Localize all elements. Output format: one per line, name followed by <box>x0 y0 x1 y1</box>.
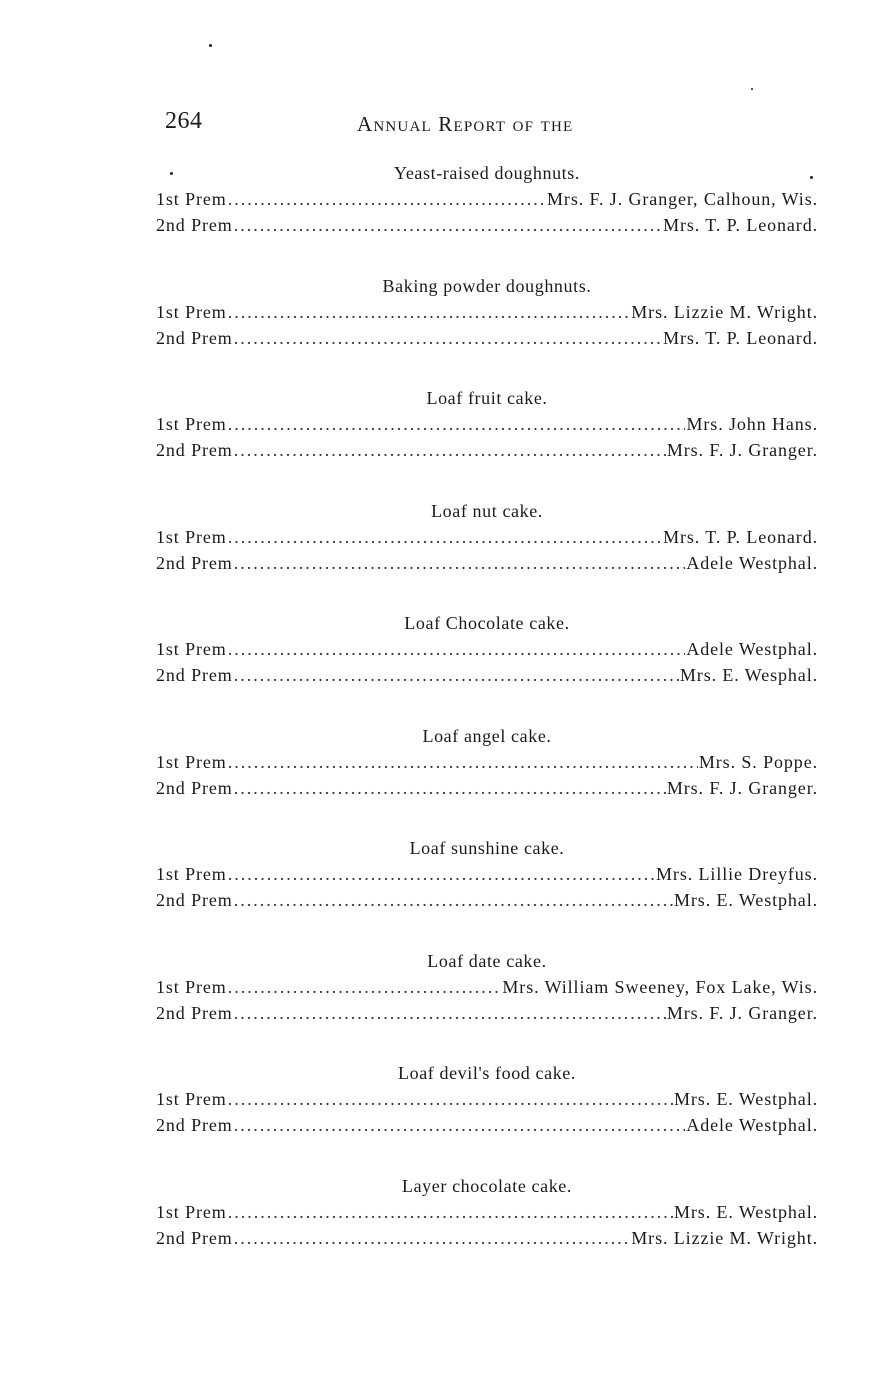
premium-entry <box>156 524 818 550</box>
premium-place: 2nd Prem <box>156 327 233 348</box>
premium-entry <box>156 775 818 801</box>
premium-place: 2nd Prem <box>156 665 233 685</box>
premium-section <box>156 610 818 723</box>
winner-name: Mrs. T. P. Leonard. <box>663 215 818 235</box>
section-title: Loaf devil's food cake. <box>398 1063 576 1083</box>
dot-leader <box>228 411 686 437</box>
premium-section <box>156 1173 818 1286</box>
winner-name: Adele Westphal. <box>686 1115 818 1135</box>
premium-entry <box>156 1086 818 1112</box>
premium-place: 2nd Prem <box>156 1227 233 1248</box>
premium-place: 1st Prem <box>156 1089 227 1109</box>
dot-leader <box>234 550 686 576</box>
running-title: Annual Report of the <box>357 112 574 136</box>
premium-entry <box>156 299 818 325</box>
premium-section <box>156 385 818 498</box>
premium-place: 2nd Prem <box>156 215 233 235</box>
winner-name: Mrs. Lizzie M. Wright. <box>631 301 818 322</box>
premium-entry <box>156 411 818 437</box>
premium-entry <box>156 186 818 212</box>
section-title: Loaf fruit cake. <box>426 388 548 408</box>
premium-entry <box>156 974 818 1000</box>
winner-name: Mrs. T. P. Leonard. <box>663 327 818 348</box>
premium-place: 1st Prem <box>156 976 227 997</box>
winner-name: Mrs. F. J. Granger. <box>666 777 818 798</box>
premium-section <box>156 498 818 611</box>
winner-name: Mrs. F. J. Granger, Calhoun, Wis. <box>547 189 818 209</box>
dot-leader <box>234 1000 666 1026</box>
premium-entry <box>156 325 818 351</box>
premium-section <box>156 1060 818 1173</box>
winner-name: Mrs. T. P. Leonard. <box>663 526 818 547</box>
section-title: Baking powder doughnuts. <box>382 275 592 296</box>
premium-place: 1st Prem <box>156 414 227 434</box>
dot-leader <box>234 325 662 351</box>
premium-place: 2nd Prem <box>156 440 233 460</box>
winner-name: Mrs. Lizzie M. Wright. <box>631 1227 818 1248</box>
section-title: Loaf angel cake. <box>422 725 552 746</box>
winner-name: Mrs. Lillie Dreyfus. <box>656 864 818 884</box>
print-speck <box>751 88 753 90</box>
premium-entry <box>156 662 818 688</box>
dot-leader <box>228 861 655 887</box>
dot-leader <box>234 775 666 801</box>
winner-name: Mrs. F. J. Granger. <box>666 440 818 460</box>
winner-name: Mrs. William Sweeney, Fox Lake, Wis. <box>502 976 818 997</box>
section-title: Loaf sunshine cake. <box>409 838 565 858</box>
premium-entry <box>156 749 818 775</box>
winner-name: Adele Westphal. <box>686 639 818 659</box>
premium-place: 1st Prem <box>156 751 227 772</box>
winner-name: Mrs. F. J. Granger. <box>666 1002 818 1023</box>
premium-list <box>156 160 818 1285</box>
winner-name: Mrs. S. Poppe. <box>698 751 818 772</box>
premium-place: 1st Prem <box>156 301 227 322</box>
premium-place: 2nd Prem <box>156 1002 233 1023</box>
dot-leader <box>228 1199 673 1225</box>
dot-leader <box>228 636 686 662</box>
premium-entry <box>156 1000 818 1026</box>
section-title: Layer chocolate cake. <box>402 1175 572 1196</box>
winner-name: Adele Westphal. <box>686 552 818 573</box>
premium-section <box>156 835 818 948</box>
premium-place: 1st Prem <box>156 864 227 884</box>
premium-entry <box>156 1225 818 1251</box>
premium-place: 1st Prem <box>156 189 227 209</box>
page-number: 264 <box>165 108 203 134</box>
page-header <box>165 108 820 144</box>
winner-name: Mrs. E. Westphal. <box>673 890 818 910</box>
dot-leader <box>228 524 662 550</box>
print-speck <box>209 44 212 47</box>
dot-leader <box>228 974 502 1000</box>
premium-section <box>156 160 818 273</box>
dot-leader <box>234 662 679 688</box>
section-title: Yeast-raised doughnuts. <box>394 163 580 183</box>
premium-entry <box>156 1112 818 1138</box>
premium-entry <box>156 636 818 662</box>
premium-entry <box>156 1199 818 1225</box>
premium-section <box>156 273 818 386</box>
dot-leader <box>234 437 666 463</box>
premium-place: 2nd Prem <box>156 552 233 573</box>
dot-leader <box>234 887 673 913</box>
premium-entry <box>156 861 818 887</box>
premium-place: 1st Prem <box>156 526 227 547</box>
winner-name: Mrs. John Hans. <box>686 414 818 434</box>
premium-section <box>156 723 818 836</box>
dot-leader <box>228 186 546 212</box>
winner-name: Mrs. E. Westphal. <box>673 1089 818 1109</box>
premium-entry <box>156 212 818 238</box>
section-title: Loaf nut cake. <box>431 500 543 521</box>
premium-section <box>156 948 818 1061</box>
section-title: Loaf Chocolate cake. <box>404 613 570 633</box>
premium-place: 2nd Prem <box>156 890 233 910</box>
premium-place: 1st Prem <box>156 1201 227 1222</box>
premium-entry <box>156 887 818 913</box>
dot-leader <box>228 1086 673 1112</box>
premium-place: 2nd Prem <box>156 1115 233 1135</box>
premium-entry <box>156 437 818 463</box>
dot-leader <box>234 1225 631 1251</box>
dot-leader <box>234 1112 686 1138</box>
dot-leader <box>234 212 662 238</box>
section-title: Loaf date cake. <box>427 950 547 971</box>
premium-place: 1st Prem <box>156 639 227 659</box>
winner-name: Mrs. E. Wesphal. <box>679 665 818 685</box>
premium-entry <box>156 550 818 576</box>
winner-name: Mrs. E. Westphal. <box>673 1201 818 1222</box>
dot-leader <box>228 299 631 325</box>
dot-leader <box>228 749 698 775</box>
premium-place: 2nd Prem <box>156 777 233 798</box>
